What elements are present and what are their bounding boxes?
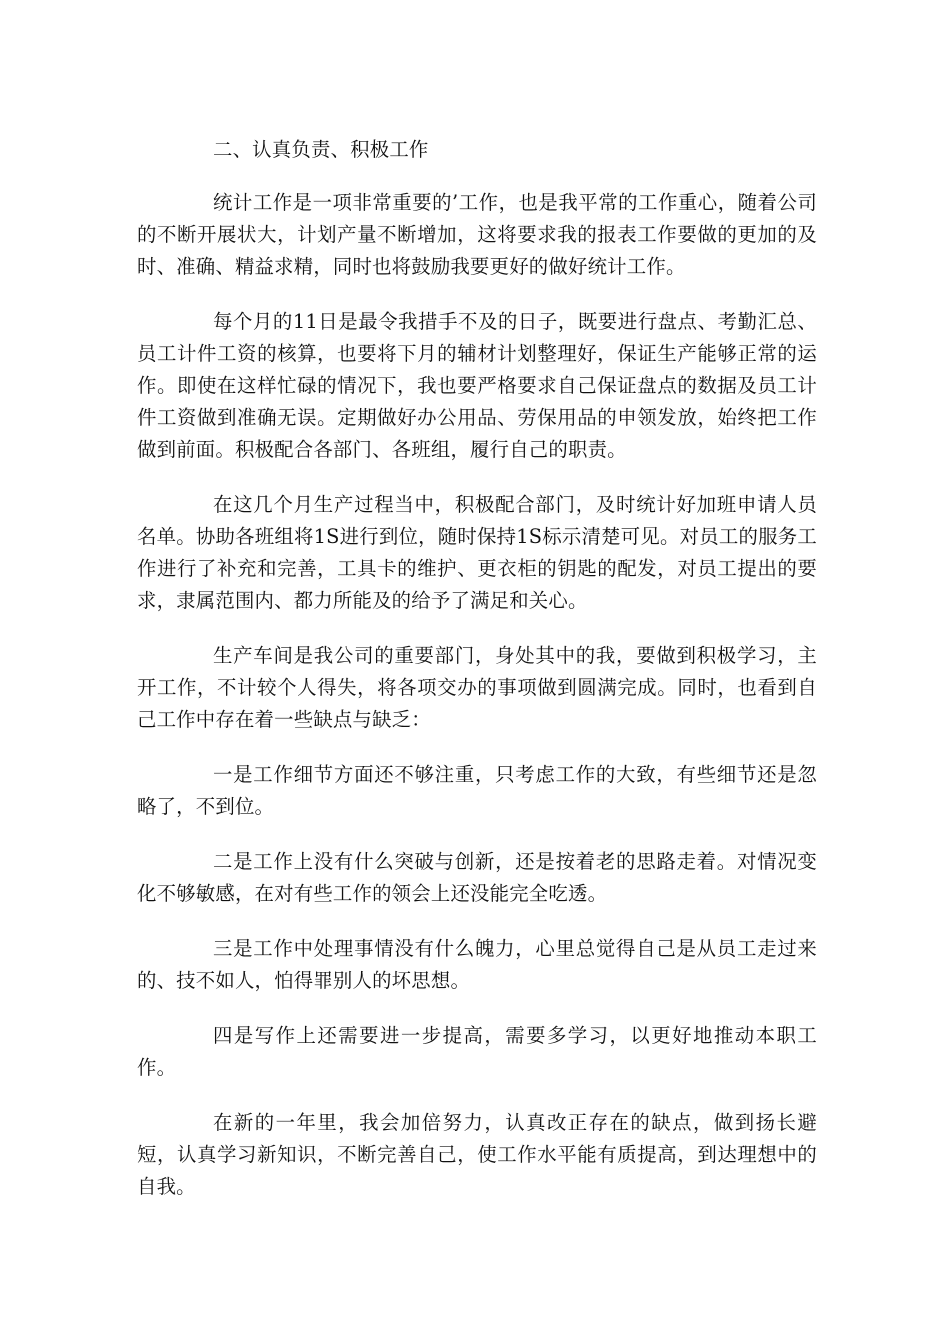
section-heading: 二、认真负责、积极工作 — [213, 138, 429, 161]
paragraph-shortcomings-intro: 生产车间是我公司的重要部门，身处其中的我，要做到积极学习，主开工作，不计较个人得失，将各项交办的事项做到圆满完成。同时，也看到自己工作中存在着一些缺点与缺乏： — [137, 644, 817, 731]
document-body — [137, 134, 817, 1226]
paragraph-shortcoming-1: 一是工作细节方面还不够注重，只考虑工作的大致，有些细节还是忽略了，不到位。 — [137, 763, 817, 818]
paragraph-shortcoming-4: 四是写作上还需要进一步提高，需要多学习，以更好地推动本职工作。 — [137, 1024, 817, 1079]
paragraph-statistics-work: 统计工作是一项非常重要的’工作，也是我平常的工作重心，随着公司的不断开展状大，计划产量不断增加，这将要求我的报表工作要做的更加的及时、准确、精益求精，同时也将鼓励我要更好的做好统计工作。 — [137, 191, 817, 278]
paragraph-new-year-plan: 在新的一年里，我会加倍努力，认真改正存在的缺点，做到扬长避短，认真学习新知识，不断完善自己，使工作水平能有质提高，到达理想中的自我。 — [137, 1111, 817, 1198]
paragraph-monthly-tasks: 每个月的11日是最令我措手不及的日子，既要进行盘点、考勤汇总、员工计件工资的核算，也要将下月的辅材计划整理好，保证生产能够正常的运作。即使在这样忙碌的情况下，我也要严格要求自己保证盘点的数据及员工计件工资做到准确无误。定期做好办公用品、劳保用品的申领发放，始终把工作做到前面。积极配合各部门、各班组，履行自己的职责。 — [137, 310, 817, 461]
paragraph-shortcoming-2: 二是工作上没有什么突破与创新，还是按着老的思路走着。对情况变化不够敏感，在对有些工作的领会上还没能完全吃透。 — [137, 850, 817, 905]
paragraph-production-support: 在这几个月生产过程当中，积极配合部门，及时统计好加班申请人员名单。协助各班组将1S进行到位，随时保持1S标示清楚可见。对员工的服务工作进行了补充和完善，工具卡的维护、更衣柜的钥匙的配发，对员工提出的要求，隶属范围内、都力所能及的给予了满足和关心。 — [137, 493, 817, 612]
paragraph-shortcoming-3: 三是工作中处理事情没有什么魄力，心里总觉得自己是从员工走过来的、技不如人，怕得罪别人的坏思想。 — [137, 937, 817, 992]
